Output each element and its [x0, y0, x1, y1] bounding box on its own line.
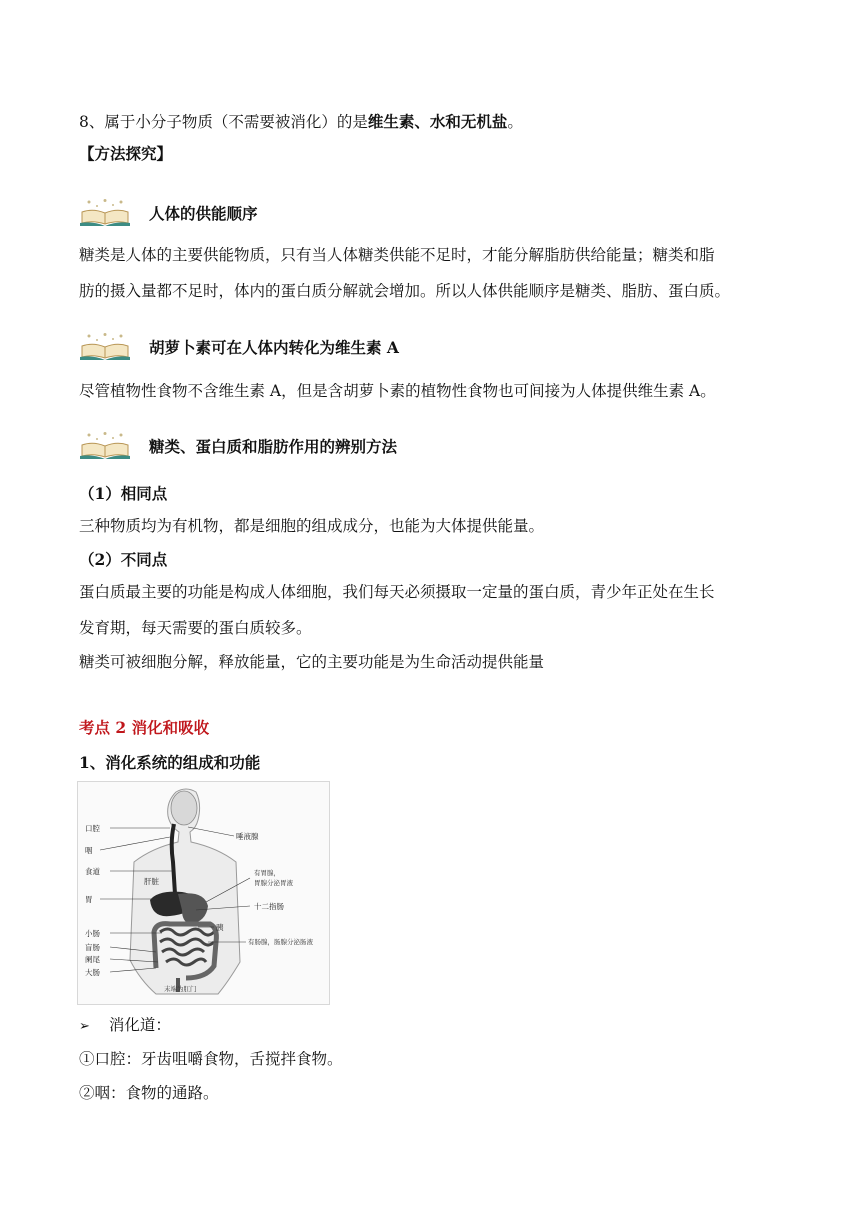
digestive-system-title: 1、消化系统的组成和功能 — [79, 753, 261, 772]
label-cecum: 盲肠 — [85, 943, 100, 952]
section-heading-energy-order — [79, 198, 258, 228]
paragraph-line: 蛋白质最主要的功能是构成人体细胞，我们每天必须摄取一定量的蛋白质，青少年正处在生长 — [79, 583, 715, 601]
paragraph-line: 糖类是人体的主要供能物质，只有当人体糖类供能不足时，才能分解脂肪供给能量；糖类和脂 — [79, 246, 715, 264]
open-book-icon — [79, 198, 131, 228]
heading-energy-order: 人体的供能顺序 — [149, 204, 258, 223]
label-intestinal-gland: 有肠腺，肠腺分泌肠液 — [248, 938, 313, 946]
paragraph-line: 发育期，每天需要的蛋白质较多。 — [79, 619, 312, 637]
point-8-text: 8、属于小分子物质（不需要被消化）的是 — [79, 113, 368, 131]
digestive-tract-item — [79, 1014, 171, 1038]
digestive-tract-label: 消化道： — [108, 1016, 171, 1034]
label-mouth: 口腔 — [85, 824, 100, 833]
label-salivary-gland: 唾液腺 — [236, 832, 259, 841]
point-8-period: 。 — [507, 113, 523, 131]
method-title: 【方法探究】 — [79, 144, 173, 163]
paragraph-line: ①口腔：牙齿咀嚼食物，舌搅拌食物。 — [79, 1050, 343, 1068]
label-pancreas: 胰 — [216, 923, 224, 932]
paragraph-line: 尽管植物性食物不含维生素 A，但是含胡萝卜素的植物性食物也可间接为人体提供维生素 A。 — [79, 382, 716, 400]
arrow-bullet-icon: ➢ — [79, 1019, 90, 1034]
open-book-icon — [79, 332, 131, 362]
point-8-emphasis: 维生素、水和无机盐 — [367, 112, 508, 131]
label-appendix: 阑尾 — [85, 955, 100, 964]
digestive-system-diagram — [77, 781, 330, 1005]
paragraph-line: 肪的摄入量都不足时，体内的蛋白质分解就会增加。所以人体供能顺序是糖类、脂肪、蛋白质。 — [79, 282, 731, 300]
subheading-differences: （2）不同点 — [79, 550, 168, 569]
label-pharynx: 咽 — [85, 846, 93, 855]
paragraph-line: 三种物质均为有机物，都是细胞的组成成分，也能为大体提供能量。 — [79, 517, 545, 535]
label-small-intestine: 小肠 — [85, 929, 100, 938]
key-point-2-title: 考点 2 消化和吸收 — [79, 718, 210, 737]
label-duodenum: 十二指肠 — [254, 902, 284, 911]
subheading-similarities: （1）相同点 — [79, 484, 168, 503]
digestive-system-illustration — [78, 782, 329, 1004]
label-esophagus: 食道 — [85, 867, 100, 876]
open-book-icon — [79, 431, 131, 461]
label-liver: 肝脏 — [144, 877, 159, 886]
label-gastric-gland-2: 胃腺分泌胃液 — [254, 879, 293, 887]
paragraph-line: ②咽：食物的通路。 — [79, 1084, 219, 1102]
paragraph-line: 糖类可被细胞分解，释放能量，它的主要功能是为生命活动提供能量 — [79, 653, 545, 671]
heading-carotene: 胡萝卜素可在人体内转化为维生素 A — [149, 338, 399, 357]
label-large-intestine: 大肠 — [85, 968, 100, 977]
label-stomach: 胃 — [85, 895, 93, 904]
heading-nutrients: 糖类、蛋白质和脂肪作用的辨别方法 — [149, 437, 398, 456]
label-anus: 末端为肛门 — [164, 985, 197, 993]
section-heading-carotene — [79, 332, 399, 362]
point-8 — [79, 111, 523, 133]
label-gastric-gland-1: 有胃腺， — [254, 869, 280, 877]
section-heading-nutrients — [79, 431, 397, 461]
